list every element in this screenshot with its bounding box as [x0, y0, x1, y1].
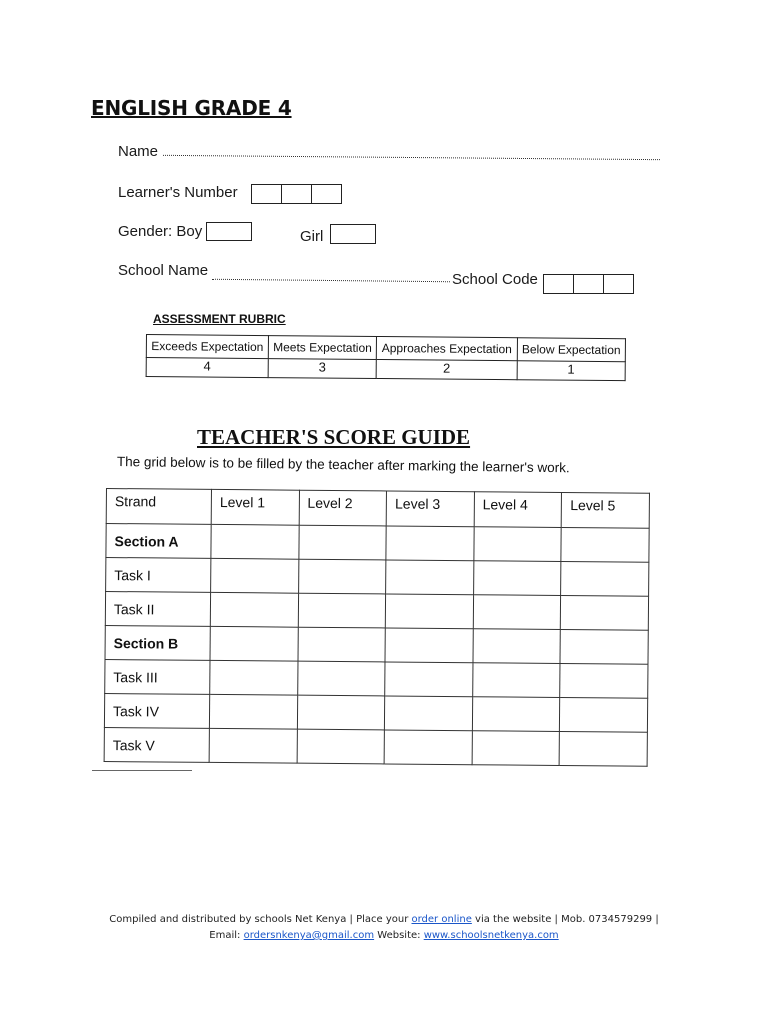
website-link[interactable]: www.schoolsnetkenya.com: [423, 930, 559, 941]
footer-line-1: [0, 912, 768, 928]
learner-number-boxes: [251, 184, 342, 204]
table-row: [105, 625, 648, 664]
score-cell: [472, 663, 560, 698]
row-label: Section A: [106, 524, 211, 559]
score-cell: [297, 695, 385, 730]
score-cell: [298, 593, 386, 628]
score-cell: [211, 524, 299, 559]
score-cell: [298, 559, 386, 594]
name-line: [163, 155, 660, 160]
rubric-value: 4: [146, 358, 268, 378]
score-guide-table: [104, 488, 650, 767]
column-header: Level 2: [299, 490, 387, 526]
score-cell: [385, 628, 473, 663]
score-cell: [385, 662, 473, 697]
row-label: Task V: [104, 727, 209, 762]
score-cell: [384, 730, 472, 765]
score-cell: [209, 694, 297, 729]
rubric-value: 3: [268, 359, 376, 379]
score-guide-header-row: [106, 489, 649, 529]
email-link[interactable]: ordersnkenya@gmail.com: [243, 930, 375, 941]
gender-boy-label: Gender: Boy: [118, 223, 203, 240]
learner-number-label: Learner's Number: [118, 184, 238, 201]
rubric-header: Approaches Expectation: [377, 337, 518, 361]
score-cell: [474, 527, 562, 562]
table-row: [105, 659, 648, 698]
score-cell: [386, 526, 474, 561]
document-title: ENGLISH GRADE 4: [91, 96, 292, 120]
score-guide-description: The grid below is to be filled by the teacher after marking the learner's work.: [116, 454, 570, 476]
score-cell: [211, 558, 299, 593]
rubric-header: Below Expectation: [517, 338, 626, 362]
girl-box: [330, 224, 376, 244]
score-cell: [561, 595, 649, 630]
table-row: [104, 727, 647, 766]
score-cell: [473, 629, 561, 664]
table-row: [105, 592, 648, 631]
score-cell: [210, 592, 298, 627]
footer-text: via the website | Mob. 0734579299 |: [471, 914, 659, 925]
score-cell: [298, 627, 386, 662]
column-header: Level 1: [211, 489, 299, 525]
column-header: Strand: [106, 489, 211, 525]
school-code-boxes: [543, 274, 634, 294]
score-cell: [385, 594, 473, 629]
column-header: Level 5: [562, 492, 650, 528]
row-label: Task IV: [104, 693, 209, 728]
name-label: Name: [118, 143, 159, 160]
score-cell: [561, 527, 649, 562]
score-cell: [298, 525, 386, 560]
score-cell: [473, 561, 561, 596]
rubric-values-row: [146, 358, 625, 381]
row-label: Section B: [105, 625, 210, 660]
score-cell: [297, 661, 385, 696]
row-label: Task II: [105, 592, 210, 627]
score-cell: [472, 697, 560, 732]
score-cell: [559, 731, 647, 766]
score-cell: [560, 663, 648, 698]
table-row: [104, 693, 647, 732]
score-cell: [210, 626, 298, 661]
row-label: Task I: [106, 558, 211, 593]
rubric-value: 2: [376, 360, 517, 380]
footer-line-2: [0, 928, 768, 944]
website-label: Website:: [374, 930, 424, 941]
row-label: Task III: [105, 659, 210, 694]
column-header: Level 3: [386, 491, 474, 527]
footer-text: Compiled and distributed by schools Net Kenya | Place your: [109, 914, 412, 925]
score-cell: [473, 595, 561, 630]
table-row: [106, 524, 649, 563]
score-cell: [561, 561, 649, 596]
school-name-label: School Name: [118, 262, 209, 279]
boy-box: [206, 222, 252, 241]
school-code-label: School Code: [452, 271, 538, 288]
table-row: [106, 558, 649, 597]
score-cell: [385, 696, 473, 731]
school-name-line: [212, 279, 450, 282]
scan-edge-line: [92, 770, 192, 771]
score-cell: [386, 560, 474, 595]
assessment-rubric-table: [146, 334, 626, 381]
rubric-value: 1: [517, 361, 625, 381]
score-cell: [560, 697, 648, 732]
score-cell: [210, 660, 298, 695]
score-cell: [472, 731, 560, 766]
score-guide-title: TEACHER'S SCORE GUIDE: [197, 425, 471, 449]
order-online-link[interactable]: order online: [411, 914, 472, 925]
rubric-title: ASSESSMENT RUBRIC: [153, 312, 286, 326]
score-cell: [209, 728, 297, 763]
column-header: Level 4: [474, 492, 562, 528]
rubric-header: Exceeds Expectation: [146, 335, 268, 359]
girl-label: Girl: [300, 228, 324, 245]
email-label: Email:: [209, 930, 244, 941]
page-footer: [0, 912, 768, 944]
rubric-header: Meets Expectation: [268, 336, 376, 360]
score-cell: [560, 629, 648, 664]
score-cell: [297, 729, 385, 764]
